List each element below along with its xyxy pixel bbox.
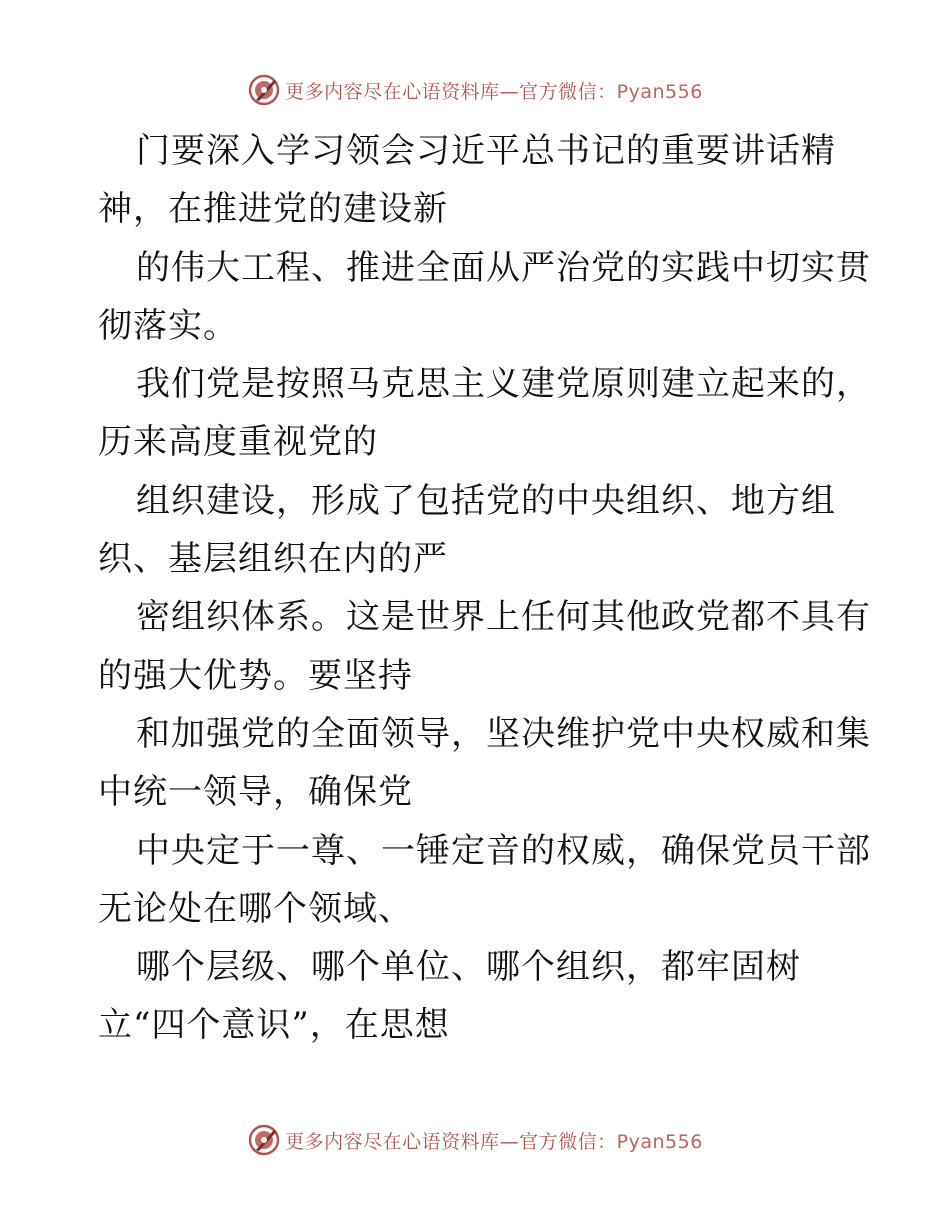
text-line: 无论处在哪个领域、 <box>98 888 413 929</box>
wechat-handle: Pyan556 <box>616 1130 703 1153</box>
text-line: 织、基层组织在内的严 <box>98 539 448 580</box>
text-line: 立“四个意识”，在思想 <box>98 1005 450 1046</box>
text-line: 神，在推进党的建设新 <box>98 189 448 230</box>
text-line: 和加强党的全面领导，坚决维护党中央权威和集 <box>136 713 871 754</box>
text-line: 我们党是按照马克思主义建党原则建立起来的， <box>136 364 871 405</box>
header-banner <box>0 70 950 110</box>
document-body <box>98 122 878 1055</box>
footer-banner-text: 更多内容尽在心语资料库—官方微信：Pyan556 <box>285 1130 703 1153</box>
text-line: 中统一领导，确保党 <box>98 772 413 813</box>
text-line: 中央定于一尊、一锤定音的权威，确保党员干部 <box>136 830 871 871</box>
text-line: 历来高度重视党的 <box>98 422 378 463</box>
text-line: 密组织体系。这是世界上任何其他政党都不具有 <box>136 597 871 638</box>
quill-seal-icon <box>247 1123 281 1157</box>
wechat-handle: Pyan556 <box>616 80 703 103</box>
quill-seal-icon <box>247 73 281 107</box>
text-line: 彻落实。 <box>98 305 238 346</box>
text-line: 门要深入学习领会习近平总书记的重要讲话精 <box>136 131 836 171</box>
header-banner-text: 更多内容尽在心语资料库—官方微信：Pyan556 <box>285 80 703 103</box>
text-line: 的强大优势。要坚持 <box>98 655 413 696</box>
text-line: 哪个层级、哪个单位、哪个组织，都牢固树 <box>136 947 801 988</box>
footer-banner <box>0 1120 950 1160</box>
text-line: 的伟大工程、推进全面从严治党的实践中切实贯 <box>136 247 871 288</box>
text-line: 组织建设，形成了包括党的中央组织、地方组 <box>136 480 836 521</box>
